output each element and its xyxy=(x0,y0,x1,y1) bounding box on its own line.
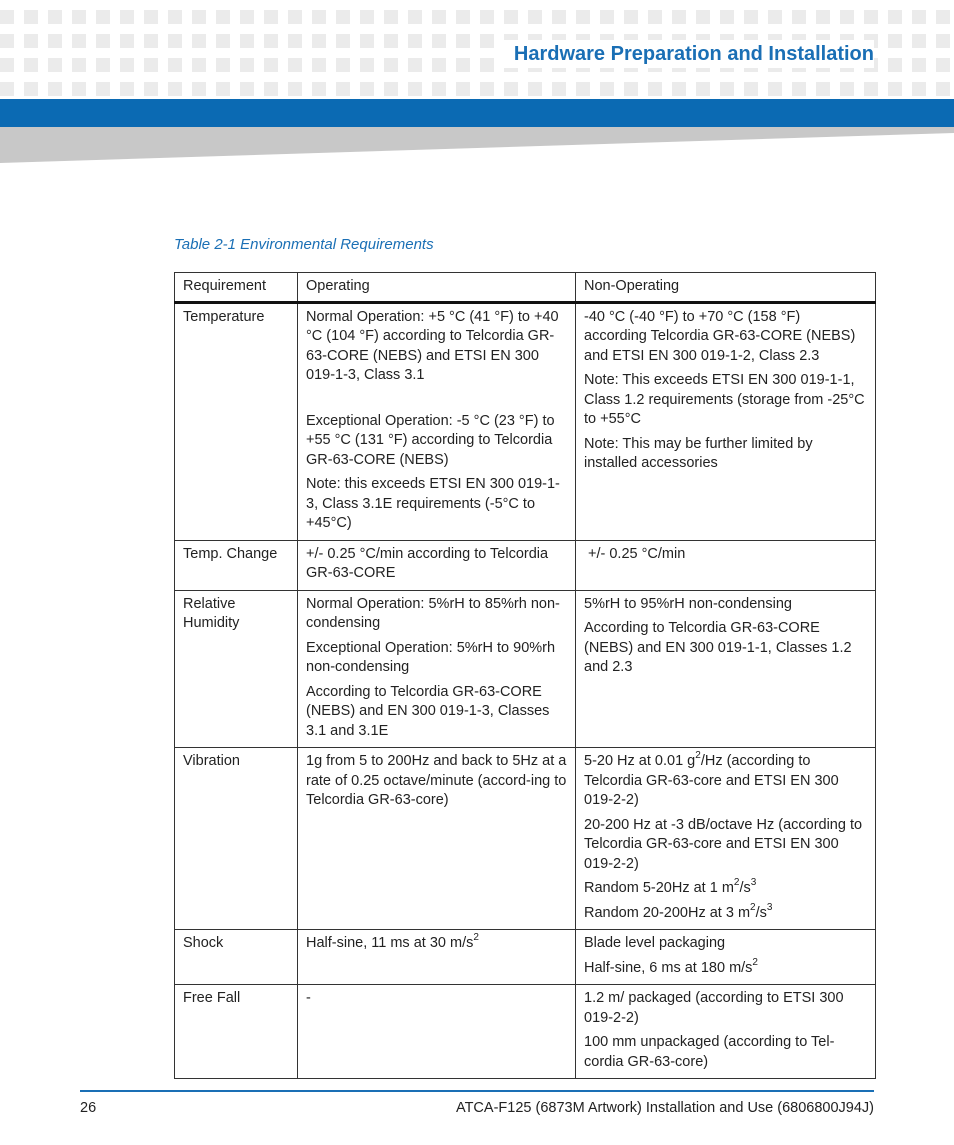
cell-paragraph: -40 °C (-40 °F) to +70 °C (158 °F) according Telcordia GR-63-CORE (NEBS) and ETSI EN 300 019-1-2, Class 2.3 xyxy=(584,308,856,364)
shock-non-operating xyxy=(576,930,876,985)
cell-paragraph: Note: this exceeds ETSI EN 300 019-1-3, Class 3.1E requirements (-5°C to +45°C) xyxy=(306,476,560,531)
environmental-requirements-table xyxy=(174,272,876,1079)
temperature-non-operating xyxy=(576,302,876,540)
cell-paragraph: 1g from 5 to 200Hz and back to 5Hz at a rate of 0.25 octave/minute (accord-ing to Telcordia GR-63-core) xyxy=(306,753,567,808)
table-row xyxy=(175,985,876,1079)
cell-paragraph: Normal Operation: 5%rH to 85%rh non-condensing xyxy=(306,595,560,631)
row-label-temp-change: Temp. Change xyxy=(175,540,298,590)
superscript: 3 xyxy=(766,901,773,913)
page-header-title: Hardware Preparation and Installation xyxy=(504,40,874,68)
temp-change-non-operating xyxy=(576,540,876,590)
cell-paragraph: 100 mm unpackaged (according to Tel-cordia GR-63-core) xyxy=(584,1034,835,1070)
cell-paragraph: According to Telcordia GR-63-CORE (NEBS) and EN 300 019-1-1, Classes 1.2 and 2.3 xyxy=(584,620,852,675)
free-fall-operating xyxy=(298,985,576,1079)
table-caption: Table 2-1 Environmental Requirements xyxy=(174,236,434,253)
cell-paragraph: 20-200 Hz at -3 dB/octave Hz (according to Telcordia GR-63-core and ETSI EN 300 019-2-2) xyxy=(584,816,863,872)
cell-paragraph: Exceptional Operation: 5%rH to 90%rh non-condensing xyxy=(306,639,556,675)
table-row xyxy=(175,540,876,590)
header-blue-band xyxy=(0,99,954,127)
header-requirement: Requirement xyxy=(175,273,298,303)
row-label-free-fall: Free Fall xyxy=(175,985,298,1079)
cell-paragraph: According to Telcordia GR-63-CORE (NEBS) and EN 300 019-1-3, Classes 3.1 and 3.1E xyxy=(306,683,550,739)
text-run: Random 20-200Hz at 3 m xyxy=(584,904,751,921)
cell-paragraph xyxy=(584,752,867,811)
superscript: 2 xyxy=(752,956,758,968)
row-label-temperature: Temperature xyxy=(175,302,298,540)
cell-paragraph: Note: This may be further limited by installed accessories xyxy=(584,435,813,471)
table-header-row xyxy=(175,273,876,303)
cell-paragraph: 1.2 m/ packaged (according to ETSI 300 019-2-2) xyxy=(584,990,844,1026)
table-row xyxy=(175,590,876,748)
header-grey-wedge xyxy=(0,127,954,163)
table-row xyxy=(175,748,876,930)
cell-paragraph xyxy=(584,956,867,979)
temperature-operating xyxy=(298,302,576,540)
cell-paragraph: Exceptional Operation: -5 °C (23 °F) to +55 °C (131 °F) according to Telcordia GR-63-CORE (NEBS) xyxy=(306,412,555,468)
cell-paragraph: Normal Operation: +5 °C (41 °F) to +40 °C (104 °F) according to Telcordia GR-63-CORE (NEBS) and ETSI EN 300 019-1-3, Class 3.1 xyxy=(306,308,559,383)
text-run: /Hz (according to Telcordia GR-63-core and ETSI EN 300 019-2-2) xyxy=(584,753,839,808)
temp-change-operating xyxy=(298,540,576,590)
cell-paragraph xyxy=(584,901,867,924)
page-number: 26 xyxy=(80,1100,97,1116)
superscript: 3 xyxy=(750,877,757,889)
table-row xyxy=(175,302,876,540)
cell-paragraph: 5%rH to 95%rH non-condensing xyxy=(584,595,792,612)
superscript: 2 xyxy=(695,750,701,762)
humidity-operating xyxy=(298,590,576,748)
text-run: /s xyxy=(739,880,751,896)
shock-operating xyxy=(298,930,576,985)
vibration-non-operating xyxy=(576,748,876,930)
text-run: Half-sine, 11 ms at 30 m/s xyxy=(306,935,474,951)
humidity-non-operating xyxy=(576,590,876,748)
header-non-operating: Non-Operating xyxy=(576,273,876,303)
superscript: 2 xyxy=(750,901,756,913)
text-run: Half-sine, 6 ms at 180 m/s xyxy=(584,959,753,976)
cell-paragraph: +/- 0.25 °C/min xyxy=(588,545,686,562)
cell-paragraph: Blade level packaging xyxy=(584,935,726,951)
text-run: 5-20 Hz at 0.01 g xyxy=(584,753,696,769)
header-operating: Operating xyxy=(298,273,576,303)
row-label-vibration: Vibration xyxy=(175,748,298,930)
row-label-humidity: Relative Humidity xyxy=(175,590,298,748)
table-row xyxy=(175,930,876,985)
free-fall-non-operating xyxy=(576,985,876,1079)
text-run: Random 5-20Hz at 1 m xyxy=(584,880,734,896)
text-run: /s xyxy=(755,904,767,921)
cell-paragraph: +/- 0.25 °C/min according to Telcordia GR-63-CORE xyxy=(306,545,549,581)
cell-paragraph xyxy=(584,879,867,899)
footer-document-title: ATCA-F125 (6873M Artwork) Installation and Use (6806800J94J) xyxy=(455,1100,874,1116)
superscript: 2 xyxy=(733,877,740,889)
cell-paragraph: - xyxy=(306,990,311,1006)
footer-rule xyxy=(80,1090,874,1092)
cell-paragraph xyxy=(306,934,567,954)
superscript: 2 xyxy=(473,932,479,944)
cell-paragraph: Note: This exceeds ETSI EN 300 019-1-1, Class 1.2 requirements (storage from -25°C to +55°C xyxy=(584,372,865,427)
row-label-shock: Shock xyxy=(175,930,298,985)
vibration-operating xyxy=(298,748,576,930)
